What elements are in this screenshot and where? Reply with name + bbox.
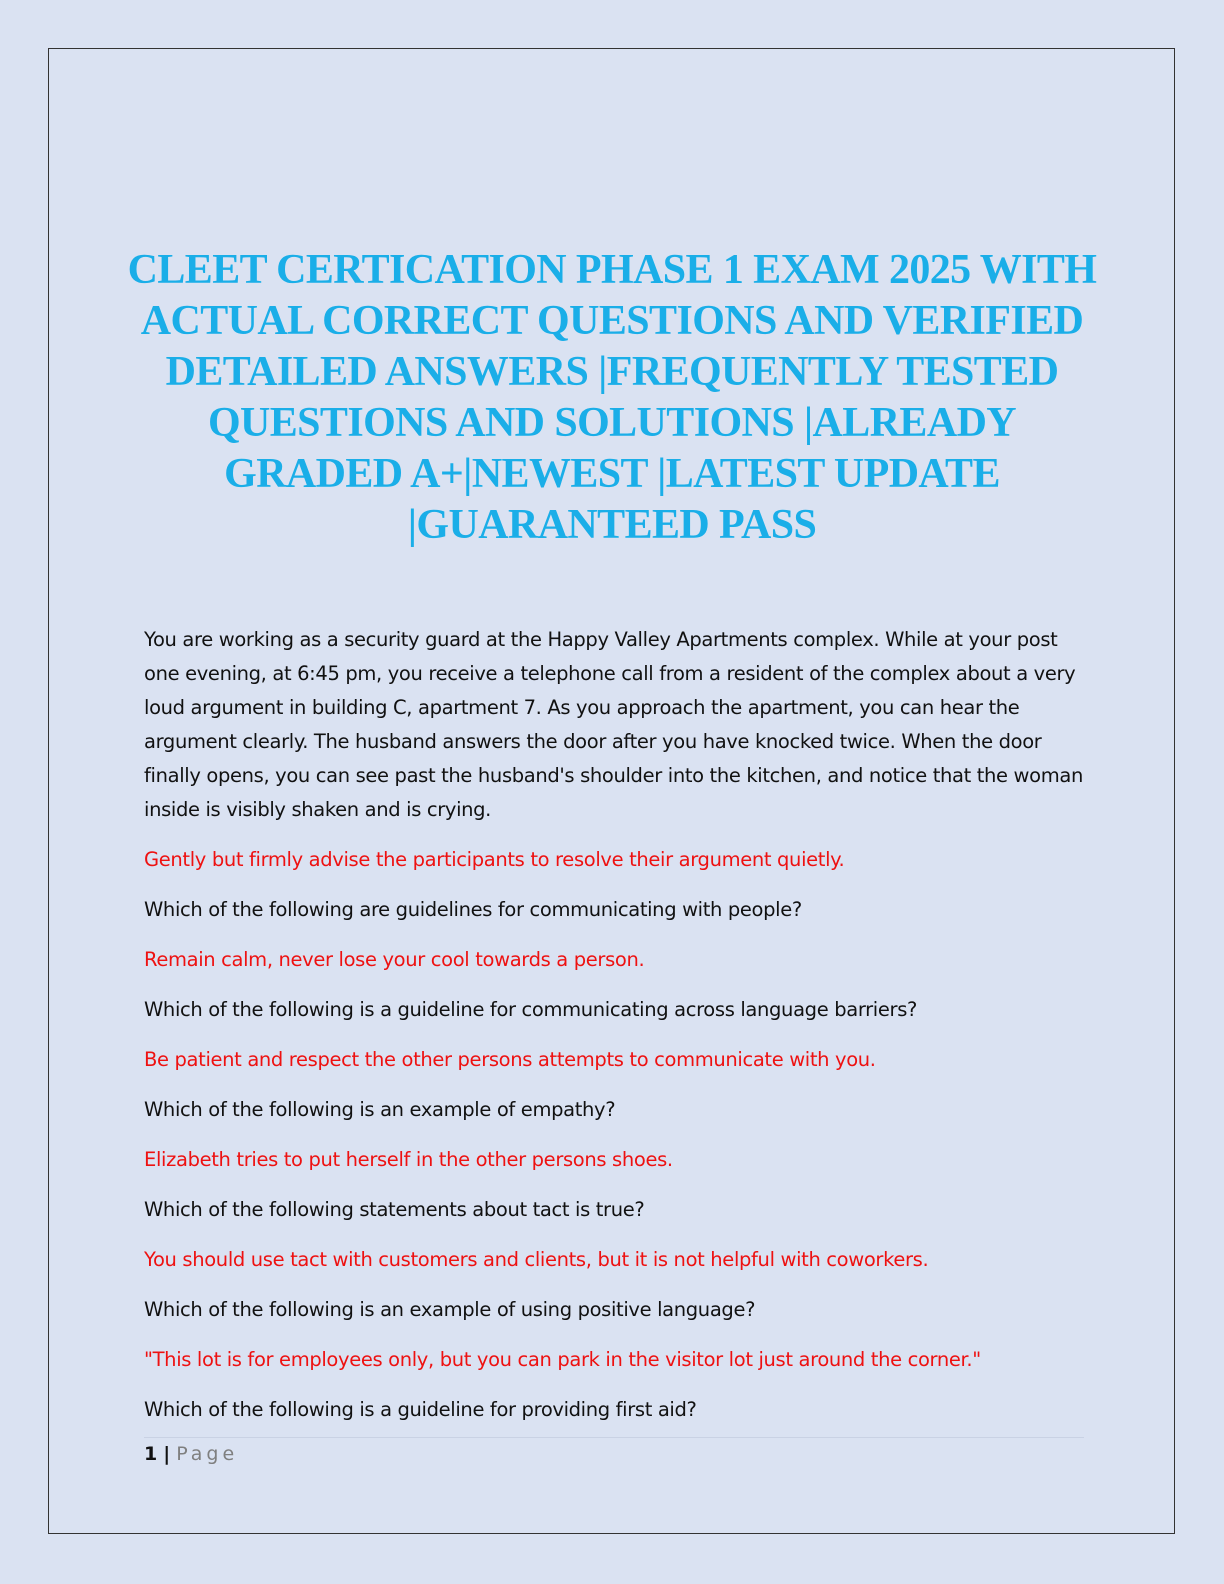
- question-4: Which of the following is an example of empathy?: [144, 1098, 616, 1121]
- scenario-paragraph: You are working as a security guard at the Happy Valley Apartments complex. While at your post one evening, at 6:45 pm, you receive a telephone call from a resident of the complex about a very loud argument in building C, apartment 7. As you approach the apartment, you can hear the argument clearly. The husband answers the door after you have knocked twice. When the door finally opens, you can see past the husband's shoulder into the kitchen, and notice that the woman inside is visibly shaken and is crying.: [144, 628, 1083, 821]
- answer-2: Remain calm, never lose your cool towards a person.: [144, 948, 645, 971]
- answer-6: "This lot is for employees only, but you can park in the visitor lot just around the corner.": [144, 1348, 981, 1371]
- document-body: [144, 623, 1084, 1443]
- question-7: Which of the following is a guideline for providing first aid?: [144, 1398, 697, 1421]
- page-label: Page: [176, 1443, 239, 1465]
- question-2: Which of the following are guidelines for communicating with people?: [144, 898, 802, 921]
- footer-separator: |: [163, 1443, 171, 1465]
- footer-divider: [144, 1437, 1084, 1438]
- question-3: Which of the following is a guideline for communicating across language barriers?: [144, 998, 917, 1021]
- document-title: CLEET CERTICATION PHASE 1 EXAM 2025 WITH ACTUAL CORRECT QUESTIONS AND VERIFIED DETAILED ANSWERS |FREQUENTLY TESTED QUESTIONS AND SOLUTIONS |ALREADY GRADED A+|NEWEST |LATEST UPDATE |GUARANTEED PASS: [127, 247, 1097, 548]
- question-6: Which of the following is an example of using positive language?: [144, 1298, 756, 1321]
- answer-4: Elizabeth tries to put herself in the other persons shoes.: [144, 1148, 673, 1171]
- page-number: 1: [144, 1443, 158, 1465]
- answer-5: You should use tact with customers and clients, but it is not helpful with coworkers.: [144, 1248, 929, 1271]
- answer-3: Be patient and respect the other persons attempts to communicate with you.: [144, 1048, 876, 1071]
- page-footer: [144, 1441, 238, 1467]
- answer-1: Gently but firmly advise the participants to resolve their argument quietly.: [144, 848, 845, 871]
- question-5: Which of the following statements about tact is true?: [144, 1198, 645, 1221]
